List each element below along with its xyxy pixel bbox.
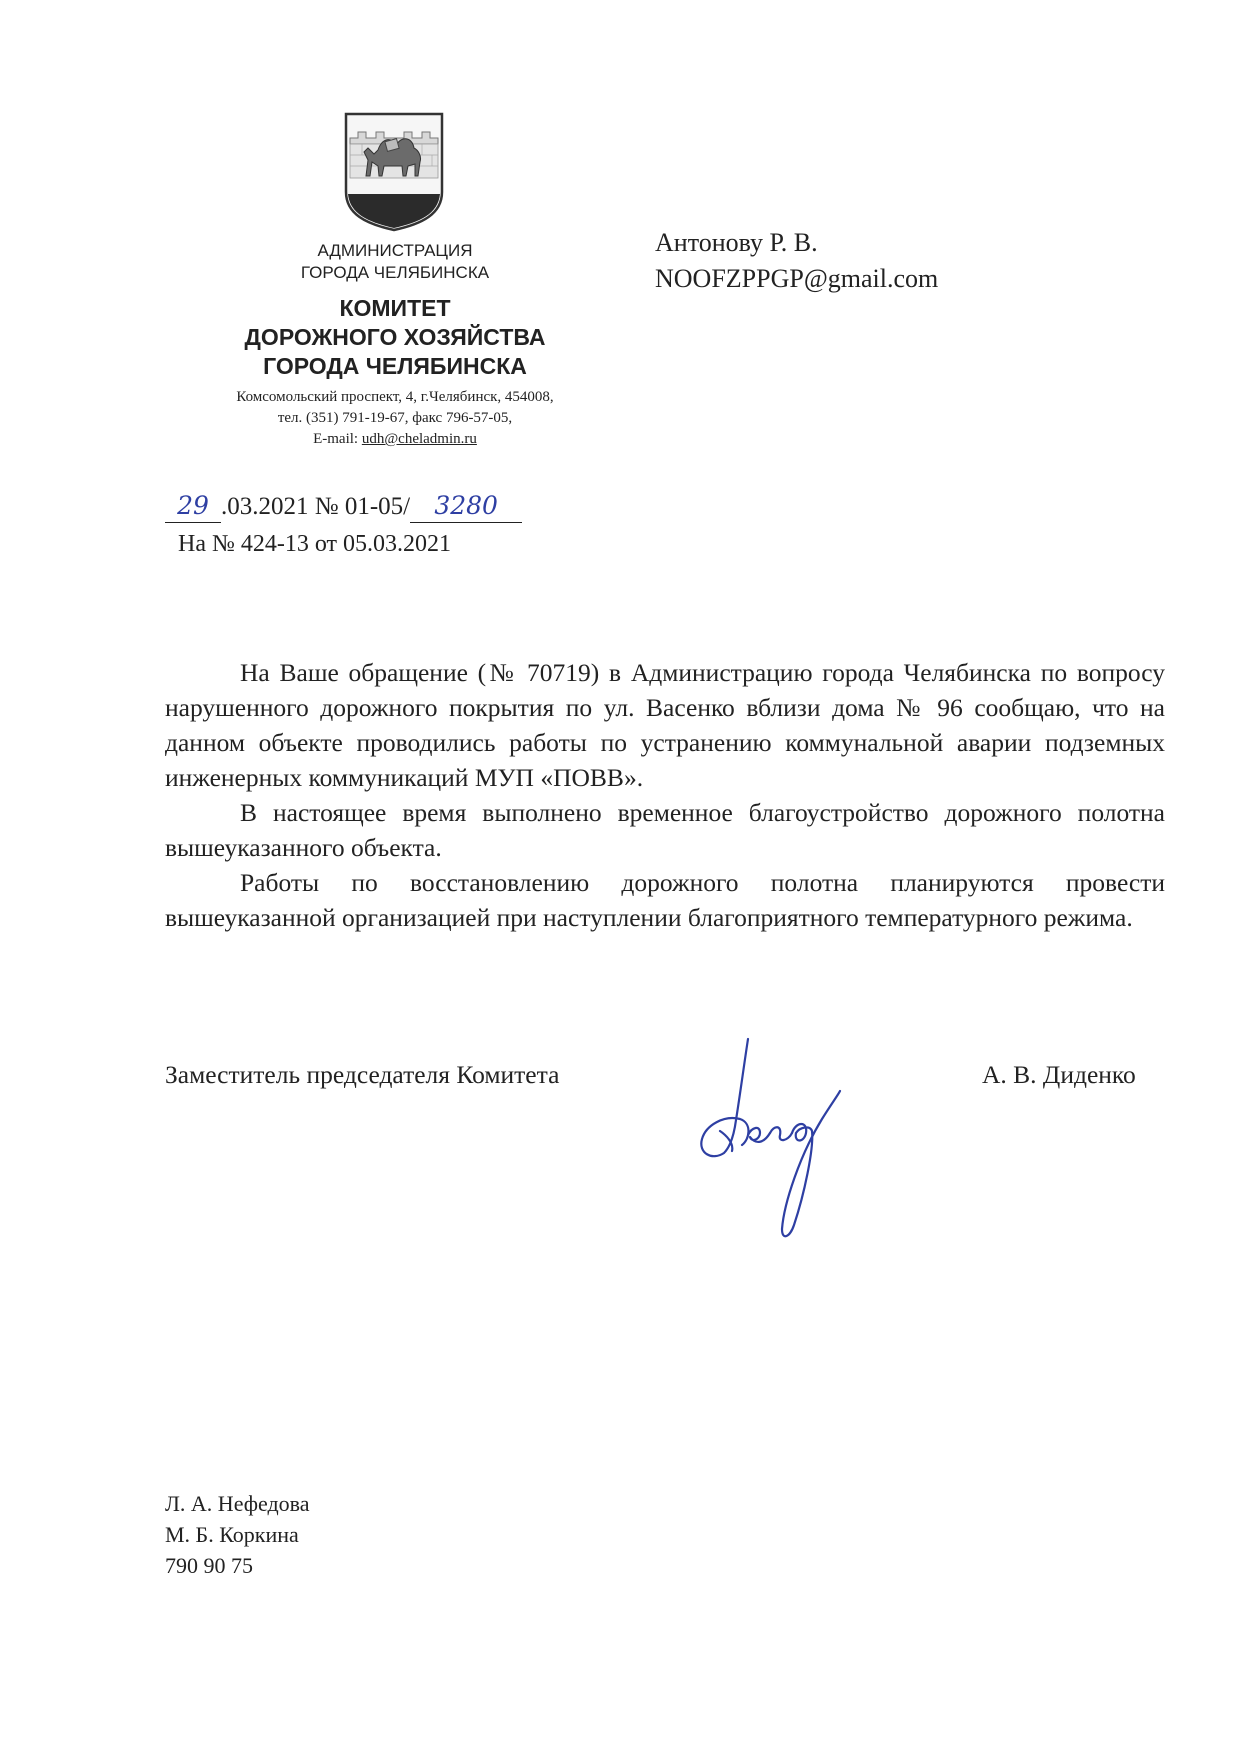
reg-day-handwritten: 29 [165, 490, 221, 523]
committee-line-2: ДОРОЖНОГО ХОЗЯЙСТВА [244, 324, 546, 350]
org-phone: тел. (351) 791-19-67, факс 796-57-05, [277, 410, 513, 426]
org-city-line: ГОРОДА ЧЕЛЯБИНСКА [300, 263, 490, 282]
handwritten-signature [690, 1035, 870, 1250]
org-admin-line: АДМИНИСТРАЦИЯ [317, 241, 473, 260]
reg-date-number: .03.2021 № 01-05/ [221, 493, 411, 520]
executor-phone: 790 90 75 [165, 1553, 253, 1578]
body-paragraph-1: На Ваше обращение (№ 70719) в Администрацию города Челябинска по вопросу нарушенного дорожного покрытия по ул. Васенко вблизи дома № 96 сообщаю, что на данном объекте проводились работы по устранению коммунальной аварии подземных инженерных коммуникаций МУП «ПОВВ». [165, 658, 1165, 792]
org-email-label: E-mail: [313, 431, 362, 447]
signer-position: Заместитель председателя Комитета [165, 1060, 560, 1089]
executor-1: Л. А. Нефедова [165, 1491, 310, 1516]
org-email-line [170, 429, 620, 450]
committee-line-1: КОМИТЕТ [339, 295, 451, 321]
reply-to-reference: На № 424-13 от 05.03.2021 [178, 531, 452, 557]
org-email-link[interactable]: udh@cheladmin.ru [361, 431, 477, 447]
org-administration [250, 240, 540, 284]
coat-of-arms-icon [342, 110, 446, 232]
executor-2: М. Б. Коркина [165, 1522, 299, 1547]
letter-body [165, 655, 1165, 935]
addressee-email: NOOFZPPGP@gmail.com [655, 264, 939, 293]
committee-line-3: ГОРОДА ЧЕЛЯБИНСКА [263, 353, 527, 379]
body-paragraph-2: В настоящее время выполнено временное благоустройство дорожного полотна вышеуказанного объекта. [165, 798, 1165, 862]
reg-number-handwritten: 3280 [410, 490, 522, 523]
org-committee [200, 294, 590, 381]
signer-name: А. В. Диденко [982, 1060, 1136, 1089]
addressee-name: Антонову Р. В. [655, 228, 818, 257]
registration-line [165, 490, 522, 523]
body-paragraph-3: Работы по восстановлению дорожного полотна планируются провести вышеуказанной организацией при наступлении благоприятного температурного режима. [165, 868, 1165, 932]
org-contacts [170, 387, 620, 450]
addressee-block [655, 225, 938, 297]
org-address: Комсомольский проспект, 4, г.Челябинск, 454008, [236, 389, 554, 405]
executors-block [165, 1488, 310, 1581]
